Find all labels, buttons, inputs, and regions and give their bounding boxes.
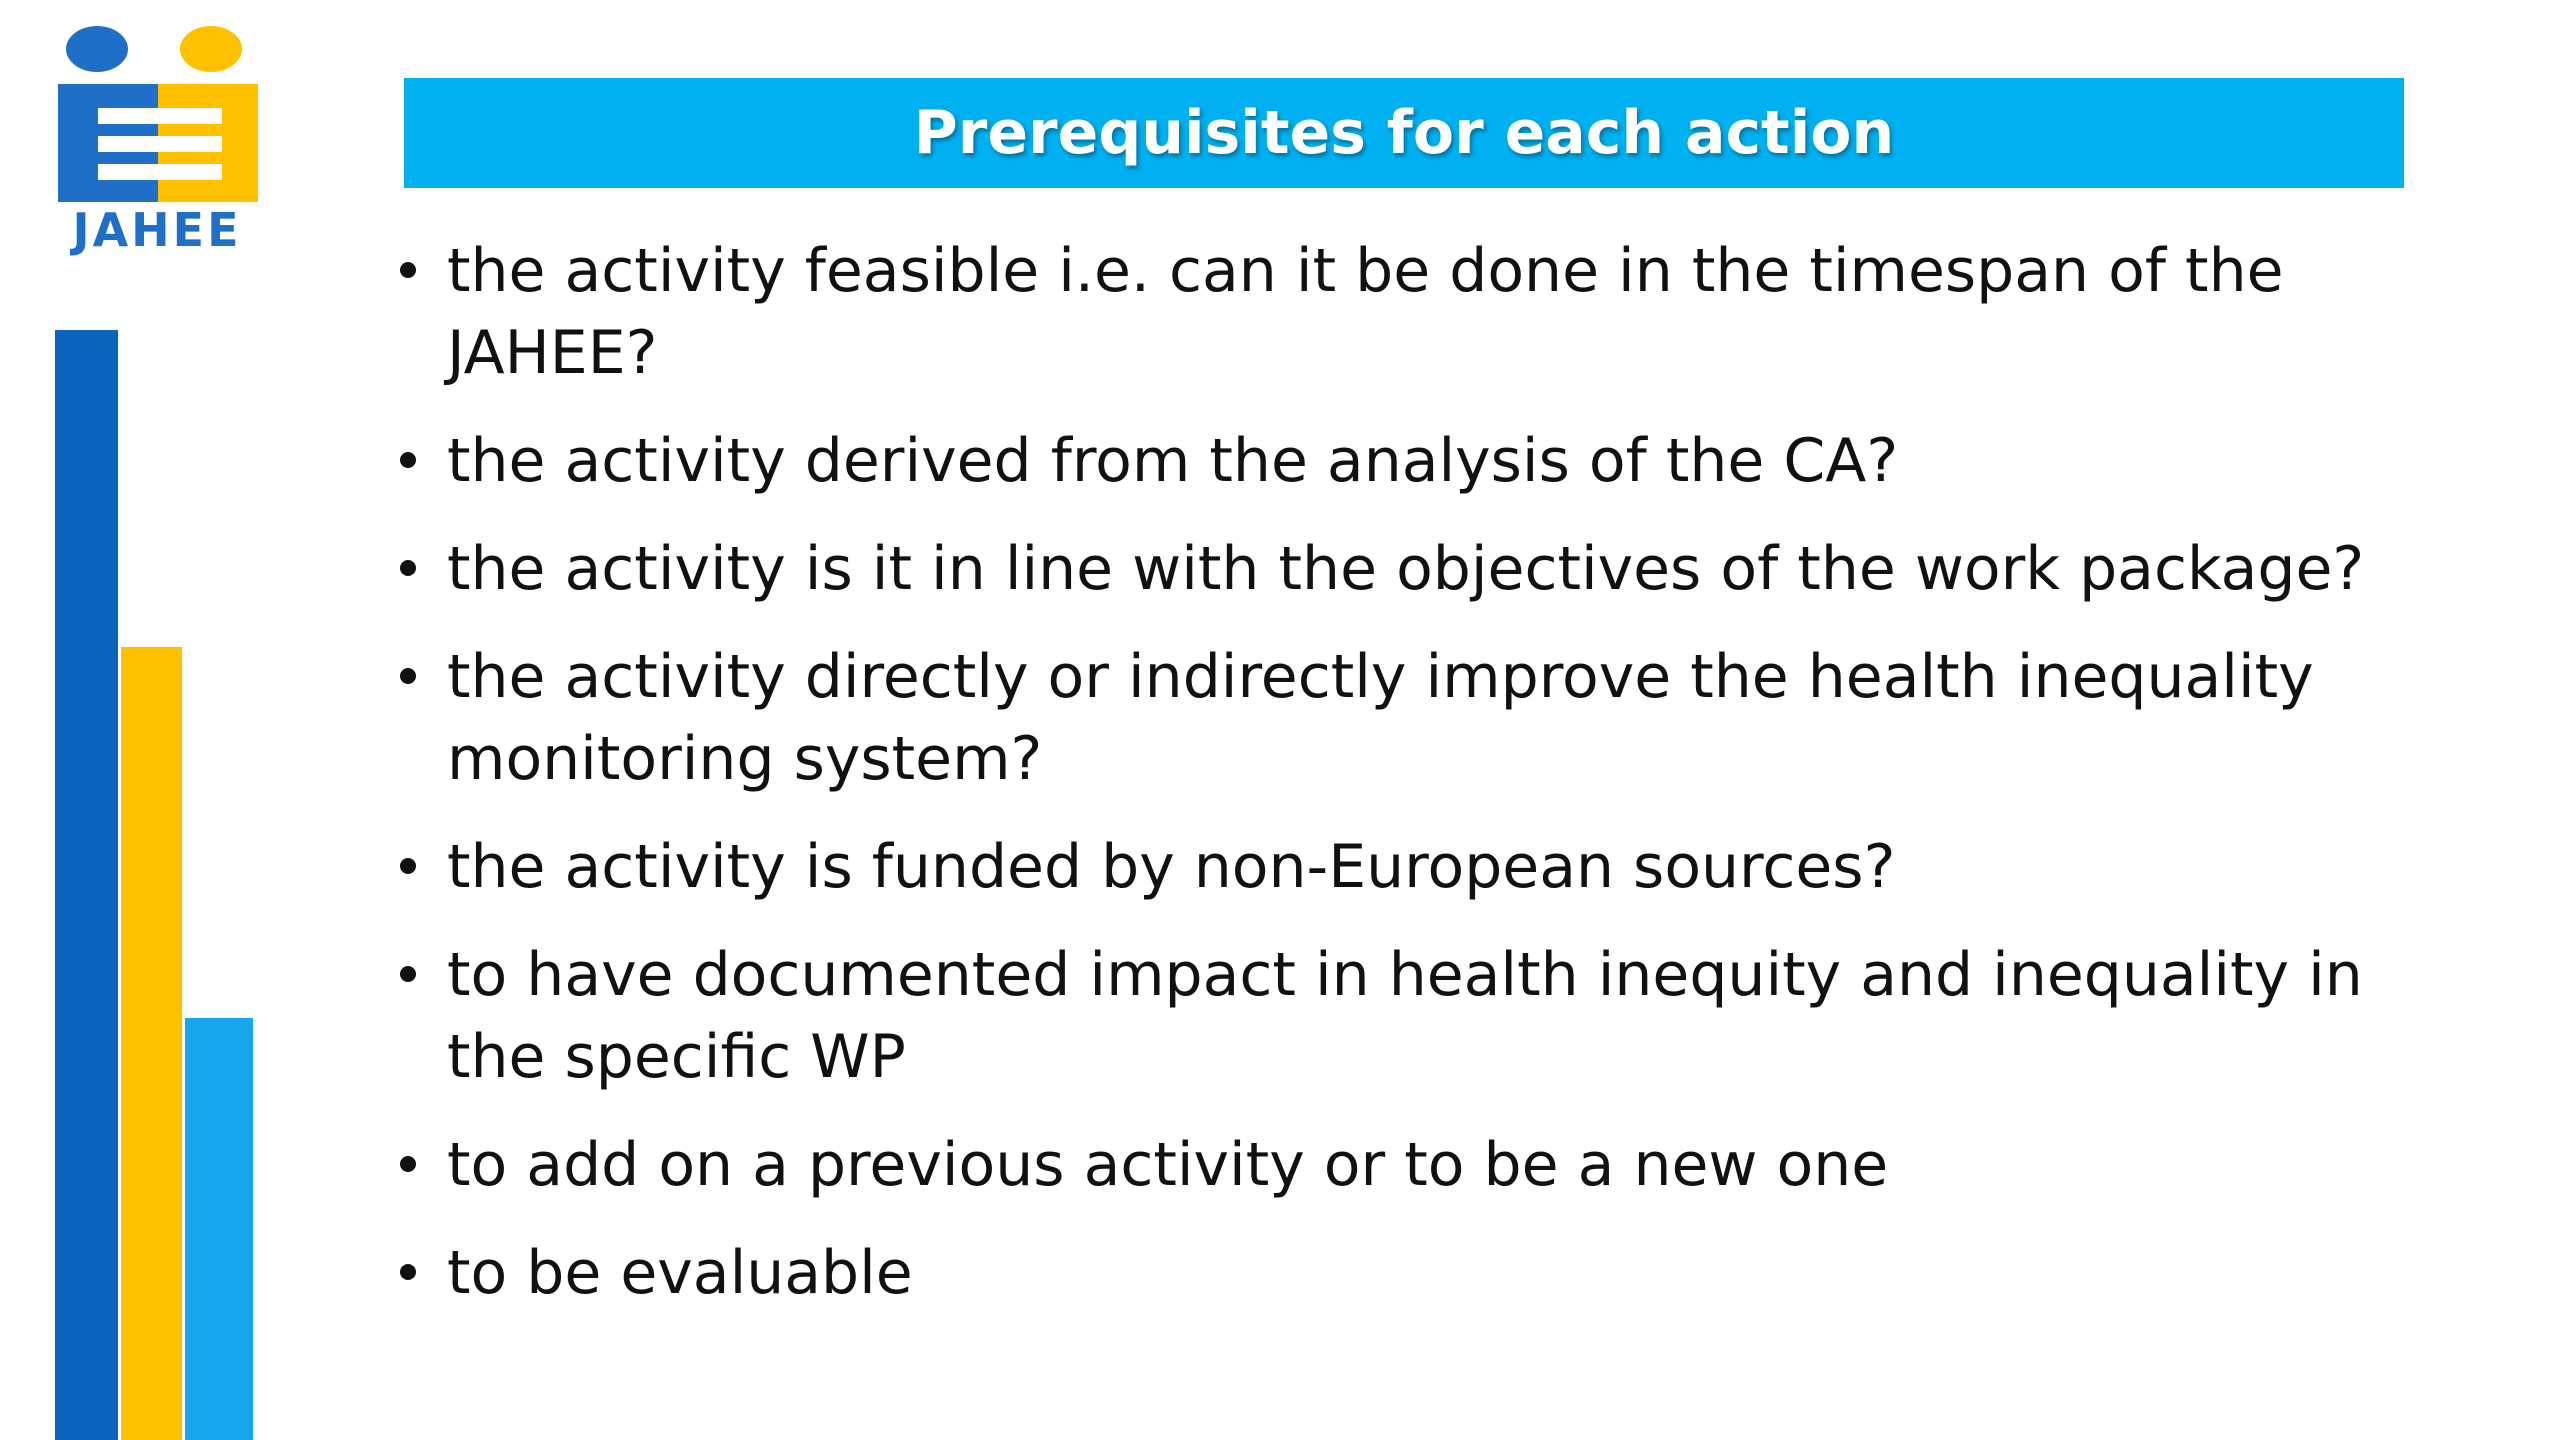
title-banner bbox=[404, 78, 2404, 188]
list-item-text: to have documented impact in health inequity and inequality in the specific WP bbox=[447, 940, 2363, 1092]
list-item bbox=[392, 1232, 2452, 1314]
list-item bbox=[392, 420, 2452, 502]
list-item-text: the activity directly or indirectly improve the health inequality monitoring system? bbox=[447, 642, 2314, 794]
bullet-icon bbox=[400, 966, 416, 982]
prerequisites-list bbox=[392, 230, 2452, 1340]
list-item-text: the activity is it in line with the objectives of the work package? bbox=[447, 534, 2365, 604]
jahee-logo bbox=[52, 26, 258, 256]
page-title: Prerequisites for each action bbox=[913, 98, 1895, 168]
list-item bbox=[392, 826, 2452, 908]
decor-bar-yellow bbox=[121, 647, 182, 1440]
bullet-icon bbox=[400, 1264, 416, 1280]
logo-yellow-dot bbox=[180, 26, 242, 72]
list-item-text: to be evaluable bbox=[447, 1238, 913, 1308]
logo-blue-dot bbox=[66, 26, 128, 72]
bullet-icon bbox=[400, 858, 416, 874]
list-item-text: the activity is funded by non-European sources? bbox=[447, 832, 1896, 902]
list-item-text: the activity feasible i.e. can it be done in the timespan of the JAHEE? bbox=[447, 236, 2284, 388]
list-item bbox=[392, 528, 2452, 610]
list-item bbox=[392, 1124, 2452, 1206]
bullet-icon bbox=[400, 262, 416, 278]
bullet-icon bbox=[400, 668, 416, 684]
list-item bbox=[392, 934, 2452, 1098]
decor-bar-light-blue bbox=[185, 1018, 253, 1440]
list-item bbox=[392, 230, 2452, 394]
bullet-icon bbox=[400, 560, 416, 576]
bullet-icon bbox=[400, 452, 416, 468]
logo-stripe-bottom bbox=[98, 164, 222, 180]
list-item bbox=[392, 636, 2452, 800]
logo-stripe-middle bbox=[98, 136, 222, 152]
list-item-text: to add on a previous activity or to be a new one bbox=[447, 1130, 1889, 1200]
bullet-icon bbox=[400, 1156, 416, 1172]
decor-bar-dark-blue bbox=[55, 330, 118, 1440]
list-item-text: the activity derived from the analysis of the CA? bbox=[447, 426, 1899, 496]
logo-wordmark: JAHEE bbox=[72, 203, 242, 257]
logo-stripe-top bbox=[98, 108, 222, 124]
